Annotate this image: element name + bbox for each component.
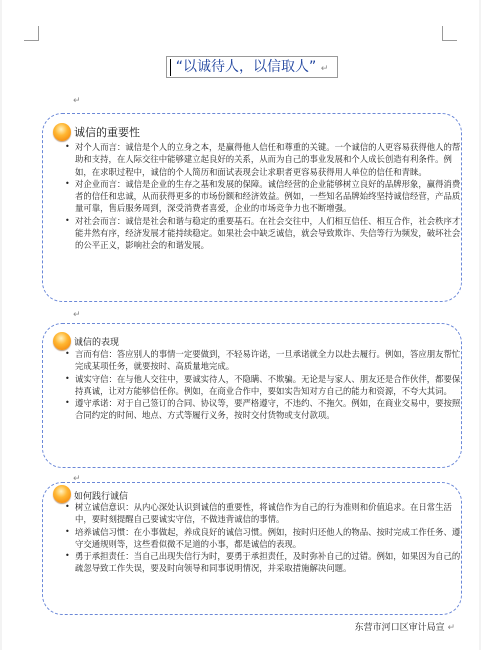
list-item: • 对企业而言：诚信是企业的生存之基和发展的保障。诚信经营的企业能够树立良好的品牌形象，赢得消费者的信任和忠诚，从而获得更多的市场份额和经济效益。例如，一些知名品牌始终坚持诚信经营，产品质量可靠，售后服务周到，深受消费者喜爱，企业的市场竞争力也不断增强。: [65, 178, 461, 215]
list-item: • 对个人而言：诚信是个人的立身之本，是赢得他人信任和尊重的关键。一个诚信的人更容易获得他人的帮助和支持，在人际交往中能够建立起良好的关系，从而为自己的事业发展和个人成长创造有利条件。例如，在求职过程中，诚信的个人简历和面试表现会让求职者更容易获得用人单位的信任和青睐。: [65, 141, 461, 178]
list-item: • 树立诚信意识：从内心深处认识到诚信的重要性，将诚信作为自己的行为准则和价值追求。在日常生活中，要时刻提醒自己要诚实守信，不做违背诚信的事情。: [65, 501, 461, 526]
list-item: • 勇于承担责任：当自己出现失信行为时，要勇于承担责任，及时弥补自己的过错。例如，如果因为自己的疏忽导致工作失误，要及时向领导和同事说明情况，并采取措施解决问题。: [65, 550, 461, 575]
section-heading: 诚信的表现: [74, 338, 120, 348]
text-cursor: [170, 59, 171, 76]
bullet-list: [65, 141, 461, 252]
section-heading: 诚信的重要性: [74, 126, 140, 139]
bullet-list: [65, 501, 461, 575]
paragraph-mark: ↵: [73, 474, 81, 484]
paragraph-mark: ↵: [447, 623, 455, 633]
paragraph-mark: ↵: [73, 96, 81, 106]
list-item: • 诚实守信：在与他人交往中，要诚实待人，不隐瞒、不欺骗。无论是与家人、朋友还是合作伙伴，都要保持真诚，让对方能够信任你。例如，在商业合作中，要如实告知对方自己的能力和资源，不夸大其词。: [65, 373, 461, 398]
margin-corner-mark: [442, 26, 457, 41]
list-item: • 言而有信：答应别人的事情一定要做到，不轻易许诺，一旦承诺就全力以赴去履行。例如，答应朋友帮忙完成某项任务，就要按时、高质量地完成。: [65, 348, 461, 373]
document-page: [2, 0, 479, 650]
orange-bullet-icon: [53, 123, 71, 141]
footer-text: [355, 620, 455, 633]
paragraph-mark: ↵: [320, 64, 329, 74]
section-practice[interactable]: [42, 482, 462, 615]
margin-corner-mark: [24, 26, 39, 41]
paragraph-mark: ↵: [73, 310, 81, 320]
section-heading: 如何践行诚信: [74, 492, 129, 502]
list-item: • 对社会而言：诚信是社会和谐与稳定的重要基石。在社会交往中，人们相互信任、相互合作，社会秩序才能井然有序，经济发展才能持续稳定。如果社会中缺乏诚信，就会导致欺诈、失信等行为频发，破坏社会的公平正义，影响社会的和谐发展。: [65, 215, 461, 252]
section-importance[interactable]: [42, 113, 462, 302]
list-item: • 培养诚信习惯：在小事做起，养成良好的诚信习惯。例如，按时归还他人的物品、按时完成工作任务、遵守交通规则等，这些看似微不足道的小事，都是诚信的表现。: [65, 526, 461, 551]
bullet-list: [65, 348, 461, 422]
footer-organization: 东营市河口区审计局宣: [354, 623, 445, 633]
title-text-box[interactable]: [166, 56, 338, 78]
section-manifestations[interactable]: [42, 323, 462, 468]
document-title: “以诚待人，以信取人”: [175, 59, 317, 75]
list-item: • 遵守承诺：对于自己签订的合同、协议等，要严格遵守，不违约、不拖欠。例如，在商业交易中，要按照合同约定的时间、地点、方式等履行义务，按时交付货物或支付款项。: [65, 397, 461, 422]
